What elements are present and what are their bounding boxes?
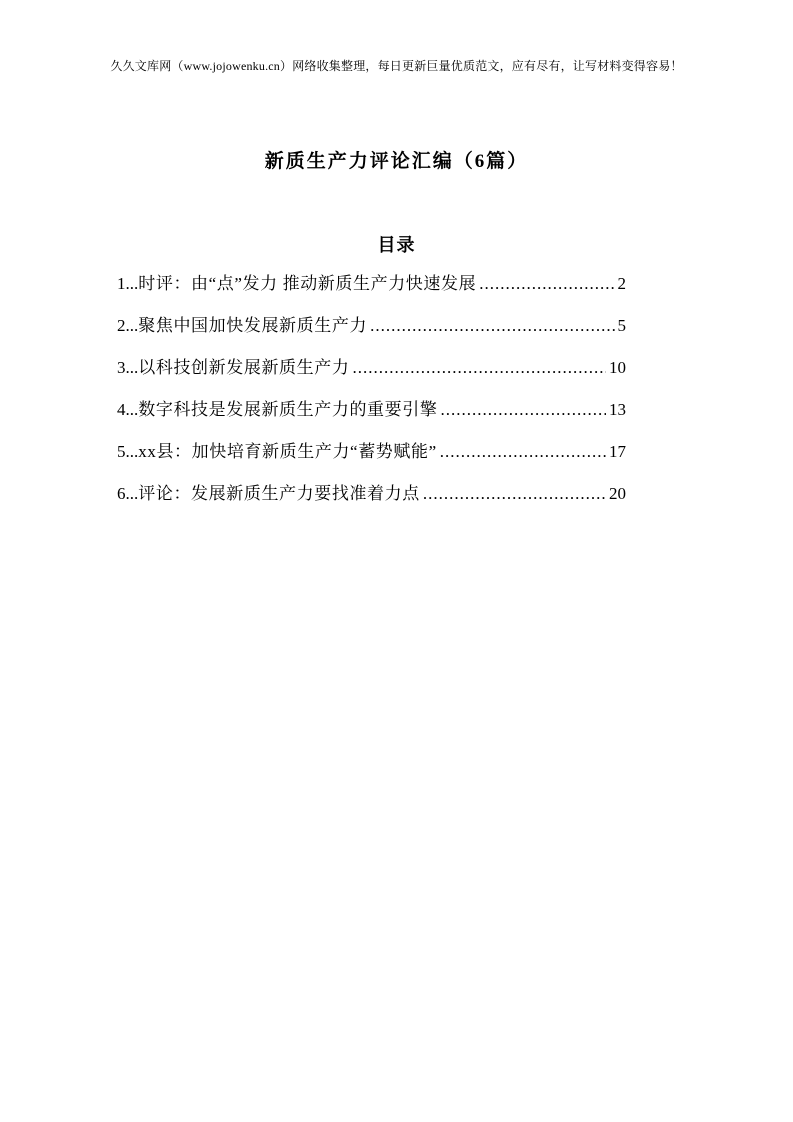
toc-entry-title: xx县：加快培育新质生产力“蓄势赋能” [138,442,437,461]
toc-dot-leader [479,268,614,300]
toc-entry-page: 20 [609,484,626,503]
toc-dot-leader [440,436,606,468]
toc-entry-page: 13 [609,400,626,419]
toc-entry-number: 1... [117,274,139,293]
toc-entry-5[interactable] [117,436,626,478]
toc-entry-3[interactable] [117,352,626,394]
toc-entry-2[interactable] [117,310,626,352]
toc-entry-title: 时评：由“点”发力 推动新质生产力快速发展 [138,274,477,293]
toc-dot-leader [440,394,606,426]
toc-entry-number: 6... [117,484,139,503]
toc-dot-leader [423,478,606,510]
toc-entry-title: 以科技创新发展新质生产力 [138,358,350,377]
toc-entry-4[interactable] [117,394,626,436]
toc-entry-page: 5 [617,316,626,335]
toc-entry-page: 17 [609,442,626,461]
toc-heading: 目录 [377,235,416,255]
toc-entry-number: 2... [117,316,139,335]
document-title: 新质生产力评论汇编（6篇） [264,151,529,172]
toc-dot-leader [370,310,614,342]
toc-entry-number: 5... [117,442,139,461]
toc-entry-number: 3... [117,358,139,377]
toc-entry-title: 数字科技是发展新质生产力的重要引擎 [138,400,438,419]
toc-entry-1[interactable] [117,268,626,310]
toc-entry-title: 聚焦中国加快发展新质生产力 [138,316,368,335]
header-note: 久久文库网（www.jojowenku.cn）网络收集整理，每日更新巨量优质范文，应有尽有，让写材料变得容易！ [110,59,683,73]
table-of-contents [117,268,626,520]
toc-entry-page: 2 [617,274,626,293]
toc-entry-number: 4... [117,400,139,419]
toc-dot-leader [352,352,606,384]
toc-entry-page: 10 [609,358,626,377]
toc-entry-6[interactable] [117,478,626,520]
toc-entry-title: 评论：发展新质生产力要找准着力点 [138,484,420,503]
